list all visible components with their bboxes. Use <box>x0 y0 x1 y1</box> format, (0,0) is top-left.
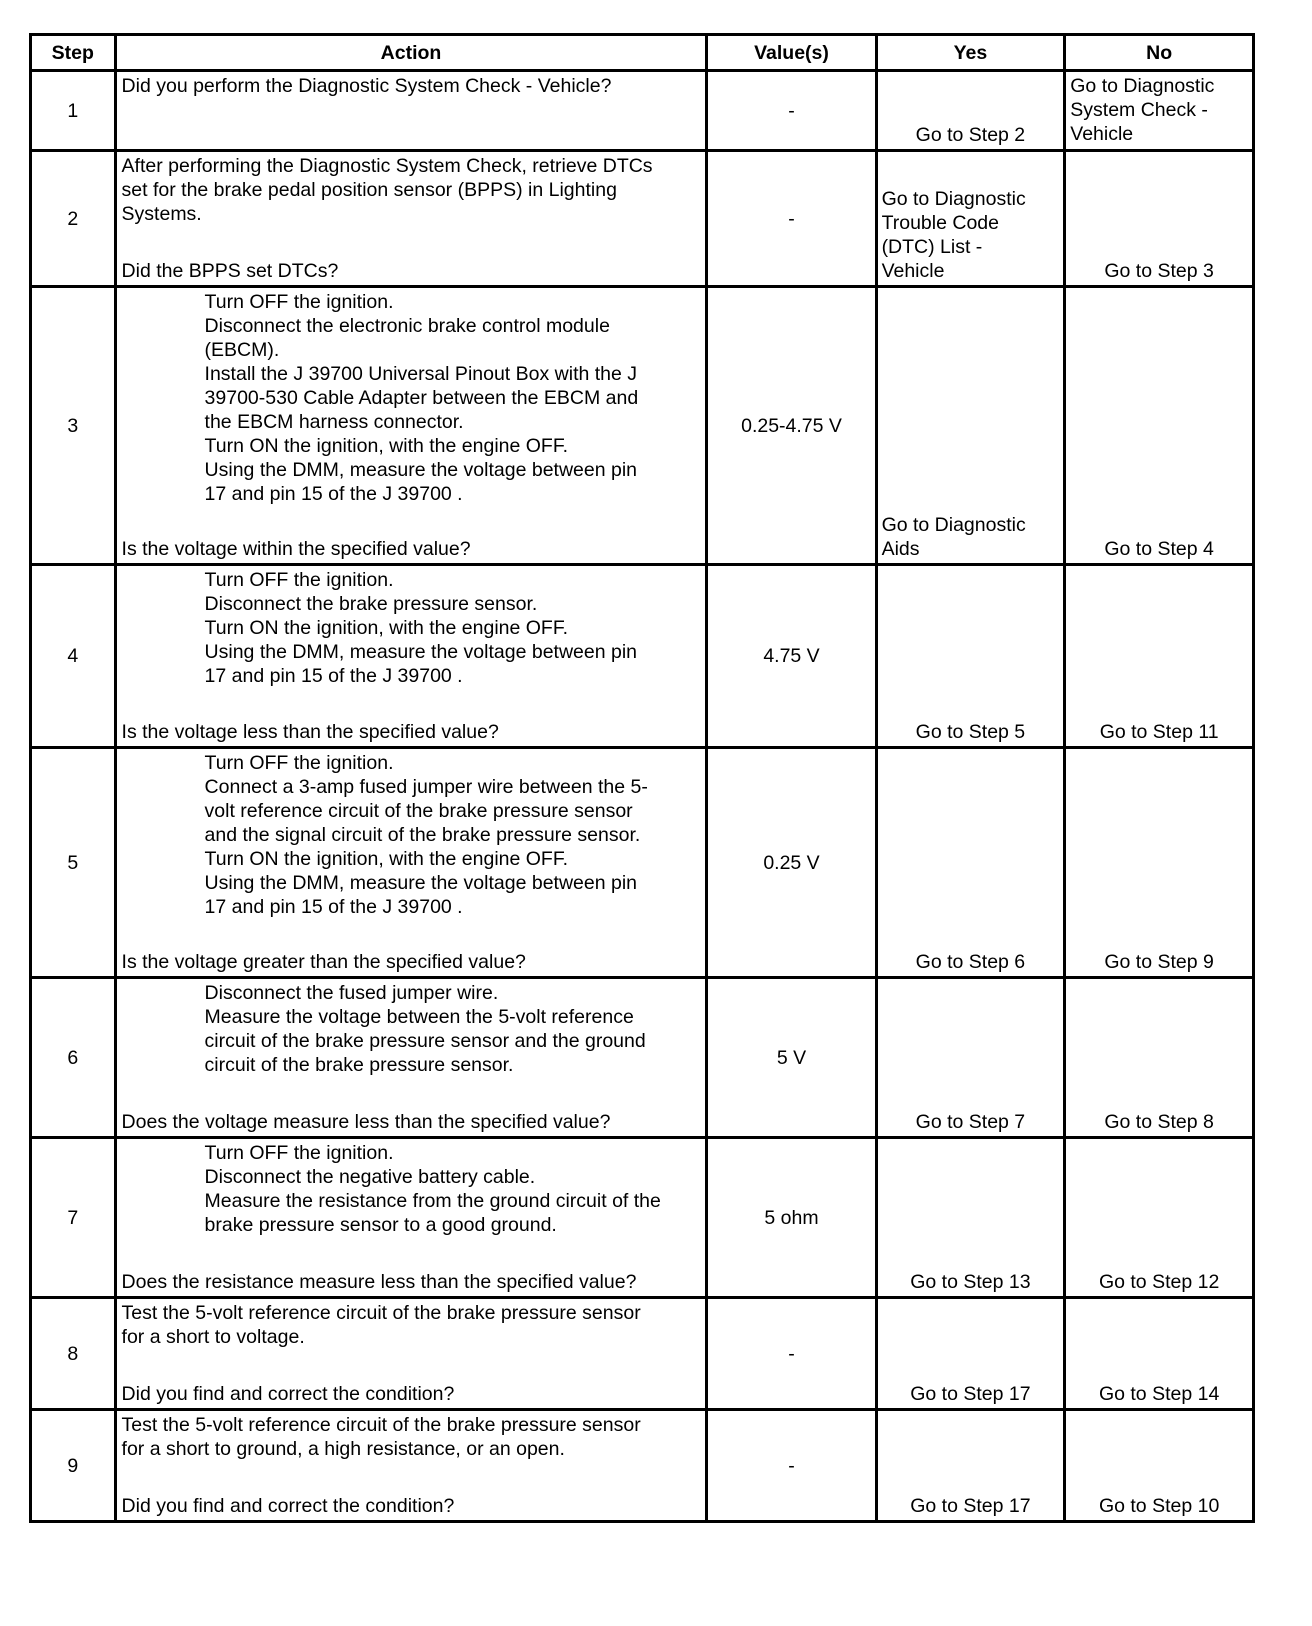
action-line: Using the DMM, measure the voltage between pin <box>204 641 638 663</box>
action-line: and the signal circuit of the brake pressure sensor. <box>204 824 641 846</box>
step-number: 7 <box>67 1206 79 1229</box>
action-line: set for the brake pedal position sensor (BPPS) in Lighting <box>121 179 617 201</box>
no-cell <box>1065 1298 1254 1410</box>
action-line: Measure the voltage between the 5-volt reference <box>204 1006 634 1028</box>
action-line: Systems. <box>121 203 202 225</box>
action-line: the EBCM harness connector. <box>204 411 464 433</box>
action-line: for a short to ground, a high resistance, or an open. <box>121 1438 565 1460</box>
action-line: Using the DMM, measure the voltage between pin <box>204 872 638 894</box>
table-row <box>31 978 1254 1138</box>
action-line: Measure the resistance from the ground circuit of the <box>204 1190 661 1212</box>
action-question: Does the resistance measure less than the specified value? <box>121 1271 637 1293</box>
action-line: Disconnect the negative battery cable. <box>204 1166 536 1188</box>
yes-text <box>878 1139 1064 1296</box>
yes-line: Go to Step 5 <box>915 721 1026 743</box>
table-row <box>31 287 1254 565</box>
action-line: Test the 5-volt reference circuit of the brake pressure sensor <box>121 1302 641 1324</box>
value-cell <box>707 978 876 1138</box>
no-cell <box>1065 565 1254 748</box>
yes-cell <box>876 978 1065 1138</box>
value-text: - <box>788 1454 795 1477</box>
action-line: Turn ON the ignition, with the engine OFF. <box>204 848 569 870</box>
value-cell <box>707 151 876 287</box>
value-cell <box>707 1298 876 1410</box>
step-number: 3 <box>67 414 79 437</box>
yes-cell <box>876 1138 1065 1298</box>
action-instructions <box>122 290 702 537</box>
step-cell <box>31 1298 116 1410</box>
action-line: Turn OFF the ignition. <box>204 569 394 591</box>
action-instructions <box>122 74 702 147</box>
action-line: Turn ON the ignition, with the engine OFF. <box>204 435 569 457</box>
value-text: - <box>788 1342 795 1365</box>
action-line: Test the 5-volt reference circuit of the brake pressure sensor <box>121 1414 641 1436</box>
yes-cell <box>876 565 1065 748</box>
yes-line: Go to Step 7 <box>915 1111 1026 1133</box>
action-line: Install the J 39700 Universal Pinout Box with the J <box>204 363 638 385</box>
action-question: Did you find and correct the condition? <box>121 1383 455 1405</box>
action-instructions <box>122 1301 702 1382</box>
step-cell <box>31 1138 116 1298</box>
yes-text <box>878 288 1064 563</box>
header-step: Step <box>31 35 116 71</box>
step-cell <box>31 71 116 151</box>
action-instructions <box>122 1141 702 1270</box>
yes-line: Trouble Code <box>881 212 999 234</box>
no-cell <box>1065 71 1254 151</box>
action-question: Is the voltage greater than the specified value? <box>121 951 526 973</box>
action-instructions <box>122 981 702 1110</box>
no-text <box>1066 1299 1252 1408</box>
yes-cell <box>876 151 1065 287</box>
table-row <box>31 565 1254 748</box>
step-cell <box>31 287 116 565</box>
value-cell <box>707 71 876 151</box>
table-row <box>31 1410 1254 1522</box>
no-line: Go to Step 3 <box>1104 260 1214 282</box>
value-text: 5 ohm <box>764 1206 819 1229</box>
yes-cell <box>876 748 1065 978</box>
header-yes: Yes <box>876 35 1065 71</box>
table-row <box>31 1298 1254 1410</box>
no-cell <box>1065 1410 1254 1522</box>
action-line: Connect a 3-amp fused jumper wire between the 5- <box>204 776 648 798</box>
action-question: Is the voltage less than the specified value? <box>121 721 499 743</box>
action-line: Using the DMM, measure the voltage between pin <box>204 459 638 481</box>
action-line: 17 and pin 15 of the J 39700 . <box>204 483 463 505</box>
action-instructions <box>122 568 702 720</box>
no-line: System Check - <box>1070 99 1208 121</box>
step-number: 9 <box>67 1454 79 1477</box>
no-text <box>1066 72 1252 148</box>
action-line: Turn OFF the ignition. <box>204 752 394 774</box>
action-line: brake pressure sensor to a good ground. <box>204 1214 557 1236</box>
table-row <box>31 71 1254 151</box>
yes-line: (DTC) List - <box>881 236 983 258</box>
header-action: Action <box>115 35 707 71</box>
action-cell <box>115 151 707 287</box>
step-cell <box>31 748 116 978</box>
action-line: 17 and pin 15 of the J 39700 . <box>204 665 463 687</box>
value-text: - <box>788 99 795 122</box>
step-cell <box>31 151 116 287</box>
yes-cell <box>876 1410 1065 1522</box>
step-number: 2 <box>67 207 79 230</box>
yes-line: Go to Diagnostic <box>881 514 1026 536</box>
no-line: Go to Step 11 <box>1099 721 1219 743</box>
no-cell <box>1065 151 1254 287</box>
yes-cell <box>876 71 1065 151</box>
yes-text <box>878 72 1064 149</box>
value-text: 5 V <box>776 1046 807 1069</box>
no-cell <box>1065 748 1254 978</box>
step-number: 8 <box>67 1342 79 1365</box>
value-text: 0.25-4.75 V <box>741 414 842 437</box>
yes-line: Go to Step 17 <box>910 1383 1031 1405</box>
value-cell <box>707 1410 876 1522</box>
no-text <box>1066 979 1252 1136</box>
no-line: Vehicle <box>1070 123 1134 145</box>
diagnostic-table <box>29 33 1255 1523</box>
action-line: 17 and pin 15 of the J 39700 . <box>204 896 463 918</box>
no-cell <box>1065 287 1254 565</box>
value-cell <box>707 1138 876 1298</box>
action-cell <box>115 565 707 748</box>
yes-line: Go to Step 2 <box>915 124 1026 146</box>
action-line: Turn ON the ignition, with the engine OFF. <box>204 617 569 639</box>
header-values: Value(s) <box>707 35 876 71</box>
action-line: Turn OFF the ignition. <box>204 291 394 313</box>
no-text <box>1066 288 1252 563</box>
action-line: Disconnect the fused jumper wire. <box>204 982 499 1004</box>
yes-line: Go to Diagnostic <box>881 188 1026 210</box>
no-line: Go to Step 12 <box>1098 1271 1220 1293</box>
no-line: Go to Step 4 <box>1104 538 1214 560</box>
yes-text <box>878 566 1064 746</box>
action-line: (EBCM). <box>204 339 280 361</box>
step-number: 6 <box>67 1046 79 1069</box>
action-cell <box>115 1298 707 1410</box>
action-line: circuit of the brake pressure sensor and the ground <box>204 1030 646 1052</box>
value-text: 4.75 V <box>763 645 820 667</box>
value-text: - <box>788 207 795 230</box>
yes-text <box>878 1411 1064 1520</box>
action-line: 39700-530 Cable Adapter between the EBCM and <box>204 387 639 409</box>
action-line: circuit of the brake pressure sensor. <box>204 1054 514 1076</box>
table-row <box>31 1138 1254 1298</box>
action-question: Did you find and correct the condition? <box>121 1495 455 1517</box>
yes-line: Vehicle <box>881 260 945 282</box>
action-line: Disconnect the electronic brake control module <box>204 315 610 337</box>
action-line: volt reference circuit of the brake pressure sensor <box>204 800 633 822</box>
yes-line: Aids <box>881 538 920 560</box>
action-line: Turn OFF the ignition. <box>204 1142 394 1164</box>
no-cell <box>1065 1138 1254 1298</box>
action-question: Is the voltage within the specified value? <box>121 538 471 560</box>
table-row <box>31 151 1254 287</box>
yes-text <box>878 1299 1064 1408</box>
no-text <box>1066 152 1252 285</box>
action-cell <box>115 1138 707 1298</box>
action-cell <box>115 748 707 978</box>
step-number: 4 <box>67 645 79 667</box>
action-question: Did the BPPS set DTCs? <box>121 260 339 282</box>
yes-text <box>878 152 1064 285</box>
header-row <box>31 35 1254 71</box>
no-text <box>1066 1411 1252 1520</box>
table-row <box>31 748 1254 978</box>
value-cell <box>707 565 876 748</box>
yes-line: Go to Step 6 <box>915 951 1026 973</box>
action-instructions <box>122 751 702 950</box>
step-cell <box>31 565 116 748</box>
no-cell <box>1065 978 1254 1138</box>
yes-line: Go to Step 13 <box>910 1271 1031 1293</box>
action-question: Does the voltage measure less than the specified value? <box>121 1111 611 1133</box>
action-instructions <box>122 1413 702 1494</box>
action-cell <box>115 978 707 1138</box>
step-number: 1 <box>67 99 79 122</box>
action-cell <box>115 287 707 565</box>
no-text <box>1066 1139 1252 1296</box>
yes-line: Go to Step 17 <box>910 1495 1031 1517</box>
yes-cell <box>876 287 1065 565</box>
no-line: Go to Step 8 <box>1104 1111 1214 1133</box>
no-line: Go to Diagnostic <box>1070 75 1215 97</box>
no-line: Go to Step 10 <box>1098 1495 1220 1517</box>
no-line: Go to Step 14 <box>1098 1383 1220 1405</box>
action-instructions <box>122 154 702 259</box>
value-cell <box>707 287 876 565</box>
no-text <box>1066 566 1252 746</box>
value-cell <box>707 748 876 978</box>
action-cell <box>115 71 707 151</box>
action-cell <box>115 1410 707 1522</box>
yes-text <box>878 749 1064 976</box>
step-cell <box>31 978 116 1138</box>
no-line: Go to Step 9 <box>1104 951 1214 973</box>
action-line: for a short to voltage. <box>121 1326 305 1348</box>
action-line: Disconnect the brake pressure sensor. <box>204 593 538 615</box>
value-text: 0.25 V <box>763 851 820 874</box>
no-text <box>1066 749 1252 976</box>
step-number: 5 <box>67 851 79 874</box>
yes-cell <box>876 1298 1065 1410</box>
step-cell <box>31 1410 116 1522</box>
action-line: Did you perform the Diagnostic System Check - Vehicle? <box>121 75 612 97</box>
action-line: After performing the Diagnostic System Check, retrieve DTCs <box>121 155 653 177</box>
header-no: No <box>1065 35 1254 71</box>
yes-text <box>878 979 1064 1136</box>
